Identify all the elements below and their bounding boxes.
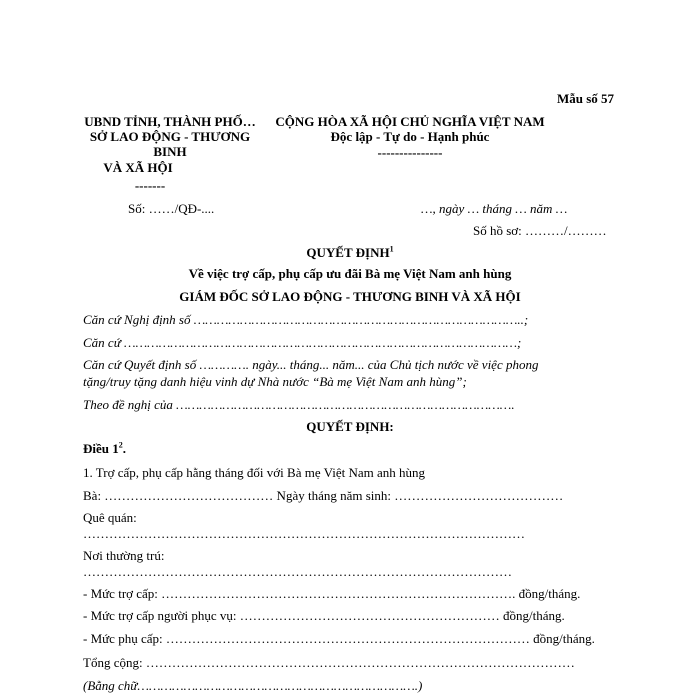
form-code: Mẫu số 57 (557, 91, 615, 106)
preamble-decree: Căn cứ Nghị định số …………………………………………………………………………..; (83, 312, 529, 327)
province-line: UBND TỈNH, THÀNH PHỐ… (84, 114, 256, 129)
decision-heading: QUYẾT ĐỊNH: (306, 419, 394, 434)
footnote-ref-2: 2 (118, 440, 123, 450)
place-date: …, ngày … tháng … năm … (421, 201, 568, 216)
motto: Độc lập - Tự do - Hạnh phúc (330, 129, 490, 144)
left-header-rule: ------- (134, 178, 166, 193)
residence-label: Nơi thường trú: (83, 548, 165, 563)
doc-number: Số: ……/QĐ-.... (128, 201, 215, 216)
right-header-rule: --------------- (377, 145, 443, 160)
total-field: Tổng cộng: ……………………………………………………………………………………… (83, 655, 575, 670)
decision-subject: Về việc trợ cấp, phụ cấp ưu đãi Bà mẹ Việt Nam anh hùng (188, 266, 512, 281)
preamble-decision-cont: tặng/truy tặng danh hiệu vinh dự Nhà nước “Bà mẹ Việt Nam anh hùng”; (83, 374, 467, 389)
decision-title-text: QUYẾT ĐỊNH (306, 245, 390, 260)
preamble-proposal: Theo đề nghị của ……………………………………………………………………………. (83, 397, 515, 412)
issuing-authority: GIÁM ĐỐC SỞ LAO ĐỘNG - THƯƠNG BINH VÀ XÃ HỘI (179, 289, 521, 304)
caregiver-allowance-field: - Mức trợ cấp người phục vụ: …………………………………………………… đồng/tháng. (83, 608, 565, 623)
preamble-basis: Căn cứ …………………………………………………………………………………………; (83, 335, 522, 350)
mother-name-birthdate-field: Bà: ………………………………… Ngày tháng năm sinh: ………………………………… (83, 488, 564, 503)
item-1-title: 1. Trợ cấp, phụ cấp hằng tháng đối với Bà mẹ Việt Nam anh hùng (83, 465, 426, 480)
article-1-suffix: . (122, 441, 126, 456)
preamble-decision: Căn cứ Quyết định số …………. ngày... tháng... năm... của Chủ tịch nước về việc phong (83, 357, 539, 372)
article-1-heading (83, 441, 126, 456)
country-name: CỘNG HÒA XÃ HỘI CHỦ NGHĨA VIỆT NAM (275, 114, 545, 129)
allowance-rate-field: - Mức trợ cấp: ………………………………………………………………………. đồng/tháng. (83, 586, 581, 601)
file-number: Số hồ sơ: ………/……… (473, 223, 607, 238)
footnote-ref-1: 1 (389, 244, 394, 254)
amount-in-words-field: (Bằng chữ……………………………………………………………….) (83, 678, 423, 693)
department-line-cont: BINH (153, 144, 187, 159)
hometown-label: Quê quán: (83, 510, 137, 525)
hometown-field: ………………………………………………………………………………………… (83, 526, 525, 541)
article-1-label: Điều 1 (83, 441, 119, 456)
supplement-rate-field: - Mức phụ cấp: ………………………………………………………………………… đồng/tháng. (83, 631, 595, 646)
department-line-end: VÀ XÃ HỘI (103, 160, 173, 175)
residence-field: ……………………………………………………………………………………… (83, 564, 512, 579)
decision-title (200, 245, 500, 260)
department-line: SỞ LAO ĐỘNG - THƯƠNG (89, 129, 251, 144)
